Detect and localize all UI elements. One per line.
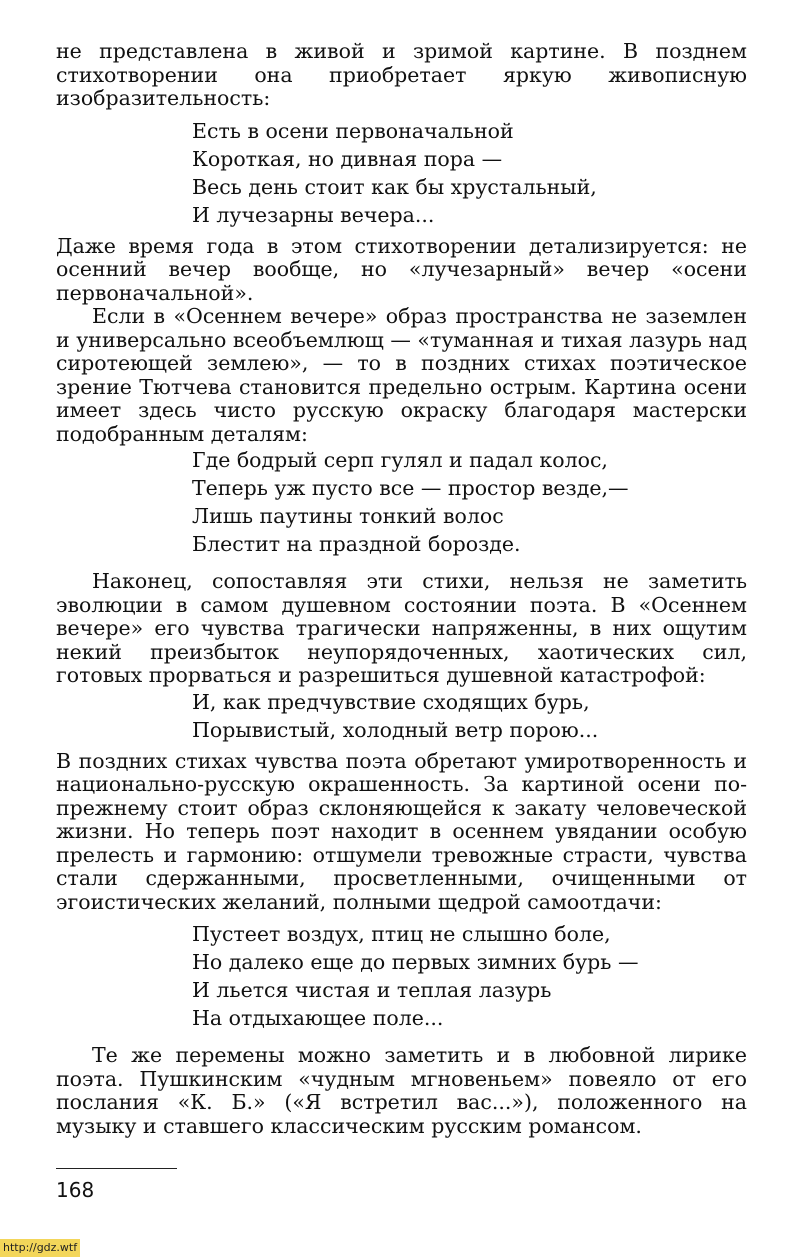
verse-3	[56, 688, 747, 744]
verse-line: Где бодрый серп гулял и падал колос,	[192, 448, 608, 472]
verse-line: Но далеко еще до первых зимних бурь —	[192, 950, 639, 974]
verse-line: На отдыхающее поле...	[192, 1006, 444, 1030]
watermark-link[interactable]: http://gdz.wtf	[0, 1239, 80, 1257]
paragraph-3: Если в «Осеннем вечере» образ пространства не заземлен и универсально всеобъемлющ — «туманная и тихая лазурь над сиротеющей землею», — то в поздних стихах поэтическое зрение Тютчева становится предельно острым. Картина осени имеет здесь чисто русскую окраску благодаря мастерски подобранным деталям:	[56, 304, 747, 446]
verse-line: Теперь уж пусто все — простор везде,—	[192, 476, 629, 500]
verse-4	[56, 920, 747, 1032]
verse-line: Весь день стоит как бы хрустальный,	[192, 174, 597, 199]
verse-line: Есть в осени первоначальной	[192, 118, 514, 143]
paragraph-2: Даже время года в этом стихотворении детализируется: не осенний вечер вообще, но «лучезарный» вечер «осени первоначальной».	[56, 233, 747, 305]
verse-line: Порывистый, холодный ветр порою...	[192, 717, 599, 742]
paragraph-6: Те же перемены можно заметить и в любовной лирике поэта. Пушкинским «чудным мгновеньем» повеяло от его послания «К. Б.» («Я встретил вас...»), положенного на музыку и ставшего классическим русским романсом.	[56, 1043, 747, 1138]
verse-1	[56, 117, 747, 229]
paragraph-5: В поздних стихах чувства поэта обретают умиротворенность и национально-русскую окрашенность. За картиной осени по-прежнему стоит образ склоняющейся к закату человеческой жизни. Но теперь поэт находит в осеннем увядании особую прелесть и гармонию: отшумели тревожные страсти, чувства стали сдержанными, просветленными, очищенными от эгоистических желаний, полными щедрой самоотдачи:	[56, 748, 747, 914]
page-body	[56, 40, 747, 1138]
verse-line: Блестит на праздной борозде.	[192, 532, 521, 556]
paragraph-1: не представлена в живой и зримой картине. В позднем стихотворении она приобретает яркую живописную изобразительность:	[56, 39, 747, 110]
verse-2	[56, 446, 747, 558]
verse-line: Пустеет воздух, птиц не слышно боле,	[192, 922, 611, 946]
page-number: 168	[56, 1178, 95, 1202]
verse-line: Лишь паутины тонкий волос	[192, 504, 504, 528]
verse-line: И, как предчувствие сходящих бурь,	[192, 689, 590, 714]
verse-line: И лучезарны вечера...	[192, 202, 435, 227]
footnote-divider	[56, 1168, 177, 1169]
verse-line: И льется чистая и теплая лазурь	[192, 978, 552, 1002]
verse-line: Короткая, но дивная пора —	[192, 146, 503, 171]
paragraph-4: Наконец, сопоставляя эти стихи, нельзя не заметить эволюции в самом душевном состоянии поэта. В «Осеннем вечере» его чувства трагически напряженны, в них ощутим некий преизбыток неупорядоченных, хаотических сил, готовых прорваться и разрешиться душевной катастрофой:	[56, 569, 747, 687]
